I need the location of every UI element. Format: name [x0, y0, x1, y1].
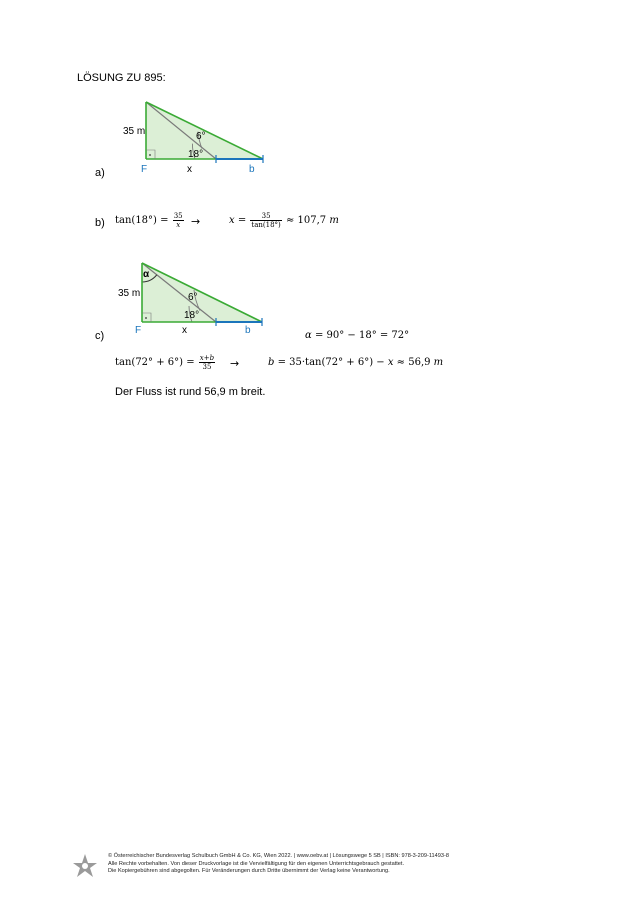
fraction-denominator: 35	[202, 363, 212, 371]
label-angle-6: 6°	[188, 292, 198, 303]
label-b: b	[249, 164, 255, 175]
eq-variable: x	[387, 357, 394, 368]
fraction-numerator: 35	[250, 212, 281, 221]
fraction-denominator: x	[176, 221, 181, 229]
fraction-denominator: tan(18°)	[251, 221, 281, 229]
right-angle-dot	[145, 317, 147, 319]
page-title: LÖSUNG ZU 895:	[77, 72, 166, 84]
equation-b-right	[229, 212, 339, 229]
fraction-numerator: x+b	[199, 354, 215, 362]
fraction	[173, 212, 184, 229]
fraction-numerator: 35	[173, 212, 183, 220]
footer-line: © Österreichischer Bundesverlag Schulbuch GmbH & Co. KG, Wien 2022. | www.oebv.at | Lösungswege 5 SB | ISBN: 978-3-209-11493-8	[108, 853, 449, 859]
triangle-figure-c	[112, 254, 272, 336]
eq-text: =	[234, 215, 247, 226]
label-alpha: α	[143, 269, 150, 280]
eq-text: tan(18°) =	[115, 215, 169, 226]
eq-text: = 35·tan(72° + 6°) −	[274, 357, 388, 368]
equation-c-right	[268, 357, 443, 368]
fraction	[250, 212, 281, 229]
eq-text: = 90° − 18° = 72°	[311, 330, 410, 341]
label-angle-18: 18°	[184, 310, 200, 321]
eq-unit: m	[329, 215, 339, 226]
footer-copyright	[108, 853, 449, 876]
equation-b-left	[115, 212, 185, 229]
oebv-logo-icon	[72, 853, 98, 879]
label-side: 35 m	[118, 288, 141, 299]
label-x: x	[187, 164, 192, 175]
equation-c-left	[115, 354, 216, 371]
eq-variable: x	[229, 215, 235, 226]
part-b-label: b)	[95, 217, 105, 229]
label-point-f: F	[141, 164, 148, 175]
eq-result: ≈ 107,7	[285, 215, 330, 226]
eq-variable: α	[305, 330, 312, 341]
part-a-label: a)	[95, 167, 105, 179]
triangle-figure-a	[118, 96, 278, 178]
footer-line: Alle Rechte vorbehalten. Von dieser Druckvorlage ist die Vervielfältigung für den eigenen Unterrichtsgebrauch gestattet.	[108, 860, 405, 867]
eq-unit: m	[433, 357, 444, 368]
fraction	[199, 354, 215, 371]
label-x: x	[182, 325, 187, 336]
label-side: 35 m	[123, 126, 146, 137]
label-angle-18: 18°	[188, 149, 204, 160]
footer-line: Die Kopiergebühren sind abgegolten. Für Veränderungen durch Dritte übernimmt der Verlag keine Verantwortung.	[108, 868, 390, 874]
arrow-icon: →	[230, 357, 240, 370]
label-point-f: F	[135, 325, 142, 336]
right-angle-dot	[149, 154, 151, 156]
label-b: b	[245, 325, 251, 336]
alpha-equation	[305, 330, 409, 341]
label-angle-6: 6°	[196, 131, 206, 142]
eq-result: ≈ 56,9	[393, 357, 434, 368]
eq-text: tan(72° + 6°) =	[115, 357, 195, 368]
conclusion-text: Der Fluss ist rund 56,9 m breit.	[115, 386, 266, 398]
eq-variable: b	[268, 357, 275, 368]
arrow-icon: →	[191, 215, 201, 228]
part-c-label: c)	[95, 330, 105, 342]
